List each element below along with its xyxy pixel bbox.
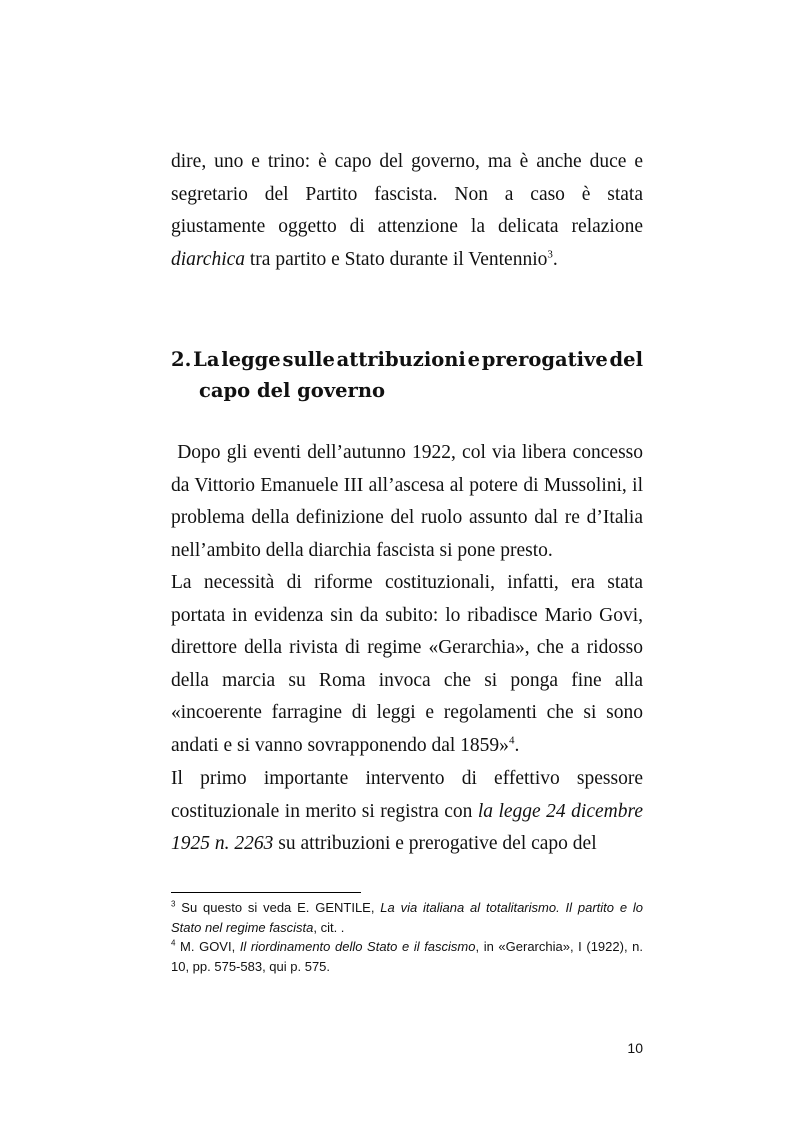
- heading-word: prerogative: [481, 348, 608, 371]
- heading-word: attribuzioni: [336, 348, 466, 371]
- footnote-4: [171, 937, 643, 976]
- paragraph-3-text: La necessità di riforme costituzionali, infatti, era stata portata in evidenza sin da subito: lo ribadisce Mario Govi, direttore della rivista di regime «Gerarchia», che a ridosso della marcia su Roma invoca che si ponga fine alla «incoerente farragine di leggi e regolamenti che si sono andati e si vanno sovrapponendo dal 1859»: [171, 572, 643, 756]
- footnote-text: , in «Gerarchia», I (1922), n. 10, pp. 575-583, qui p. 575.: [171, 939, 643, 974]
- paragraph-3: [171, 567, 643, 763]
- paragraph-1-text-2: tra partito e Stato durante il Ventennio: [245, 248, 548, 270]
- heading-word: del: [609, 348, 643, 371]
- section-heading-line-1: [171, 344, 643, 375]
- footnote-title: La via italiana al totalitarismo. Il partito e lo Stato nel regime fascista: [171, 900, 643, 935]
- footnote-title: Il riordinamento dello Stato e il fascismo: [239, 939, 476, 954]
- section-number: 2.: [171, 348, 192, 371]
- footnote-ref-3[interactable]: 3: [547, 248, 553, 261]
- heading-word: e: [467, 348, 480, 371]
- page-number: 10: [627, 1040, 643, 1056]
- footnote-separator: [171, 892, 361, 893]
- paragraph-4-text: Il primo importante intervento di effettivo spessore costituzionale in merito si registra con: [171, 768, 643, 822]
- heading-word: legge: [221, 348, 281, 371]
- paragraph-4: [171, 763, 643, 861]
- paragraph-1-end: .: [552, 248, 558, 270]
- paragraph-1: [171, 146, 643, 276]
- paragraph-1-text: dire, uno e trino: è capo del governo, ma è anche duce e segretario del Partito fascista. Non a caso è stata giustamente oggetto di attenzione la delicata relazione: [171, 151, 643, 238]
- heading-word: sulle: [282, 348, 335, 371]
- paragraph-4-italic: la legge 24 dicembre 1925 n. 2263: [171, 800, 643, 855]
- footnote-text: M. GOVI,: [175, 939, 240, 954]
- section-heading-line-2: capo del governo: [199, 379, 386, 402]
- footnote-text: , cit. .: [313, 919, 345, 935]
- footnote-number: 3: [171, 899, 176, 909]
- footnote-text: Su questo si veda E. GENTILE,: [175, 900, 381, 915]
- paragraph-2: Dopo gli eventi dell’autunno 1922, col via libera concesso da Vittorio Emanuele III all’ascesa al potere di Mussolini, il problema della definizione del ruolo assunto dal re d’Italia nell’ambito della diarchia fascista si pone presto.: [171, 442, 648, 561]
- heading-word: La: [193, 348, 220, 371]
- paragraph-3-end: .: [514, 734, 520, 756]
- paragraph-1-italic: diarchica: [171, 248, 246, 270]
- footnote-3: [171, 898, 643, 937]
- footnote-ref-4[interactable]: 4: [508, 734, 515, 747]
- footnote-number: 4: [171, 938, 176, 948]
- section-heading: [171, 344, 643, 406]
- footnotes: [171, 898, 643, 976]
- paragraph-4-text-2: su attribuzioni e prerogative del capo del: [273, 833, 597, 855]
